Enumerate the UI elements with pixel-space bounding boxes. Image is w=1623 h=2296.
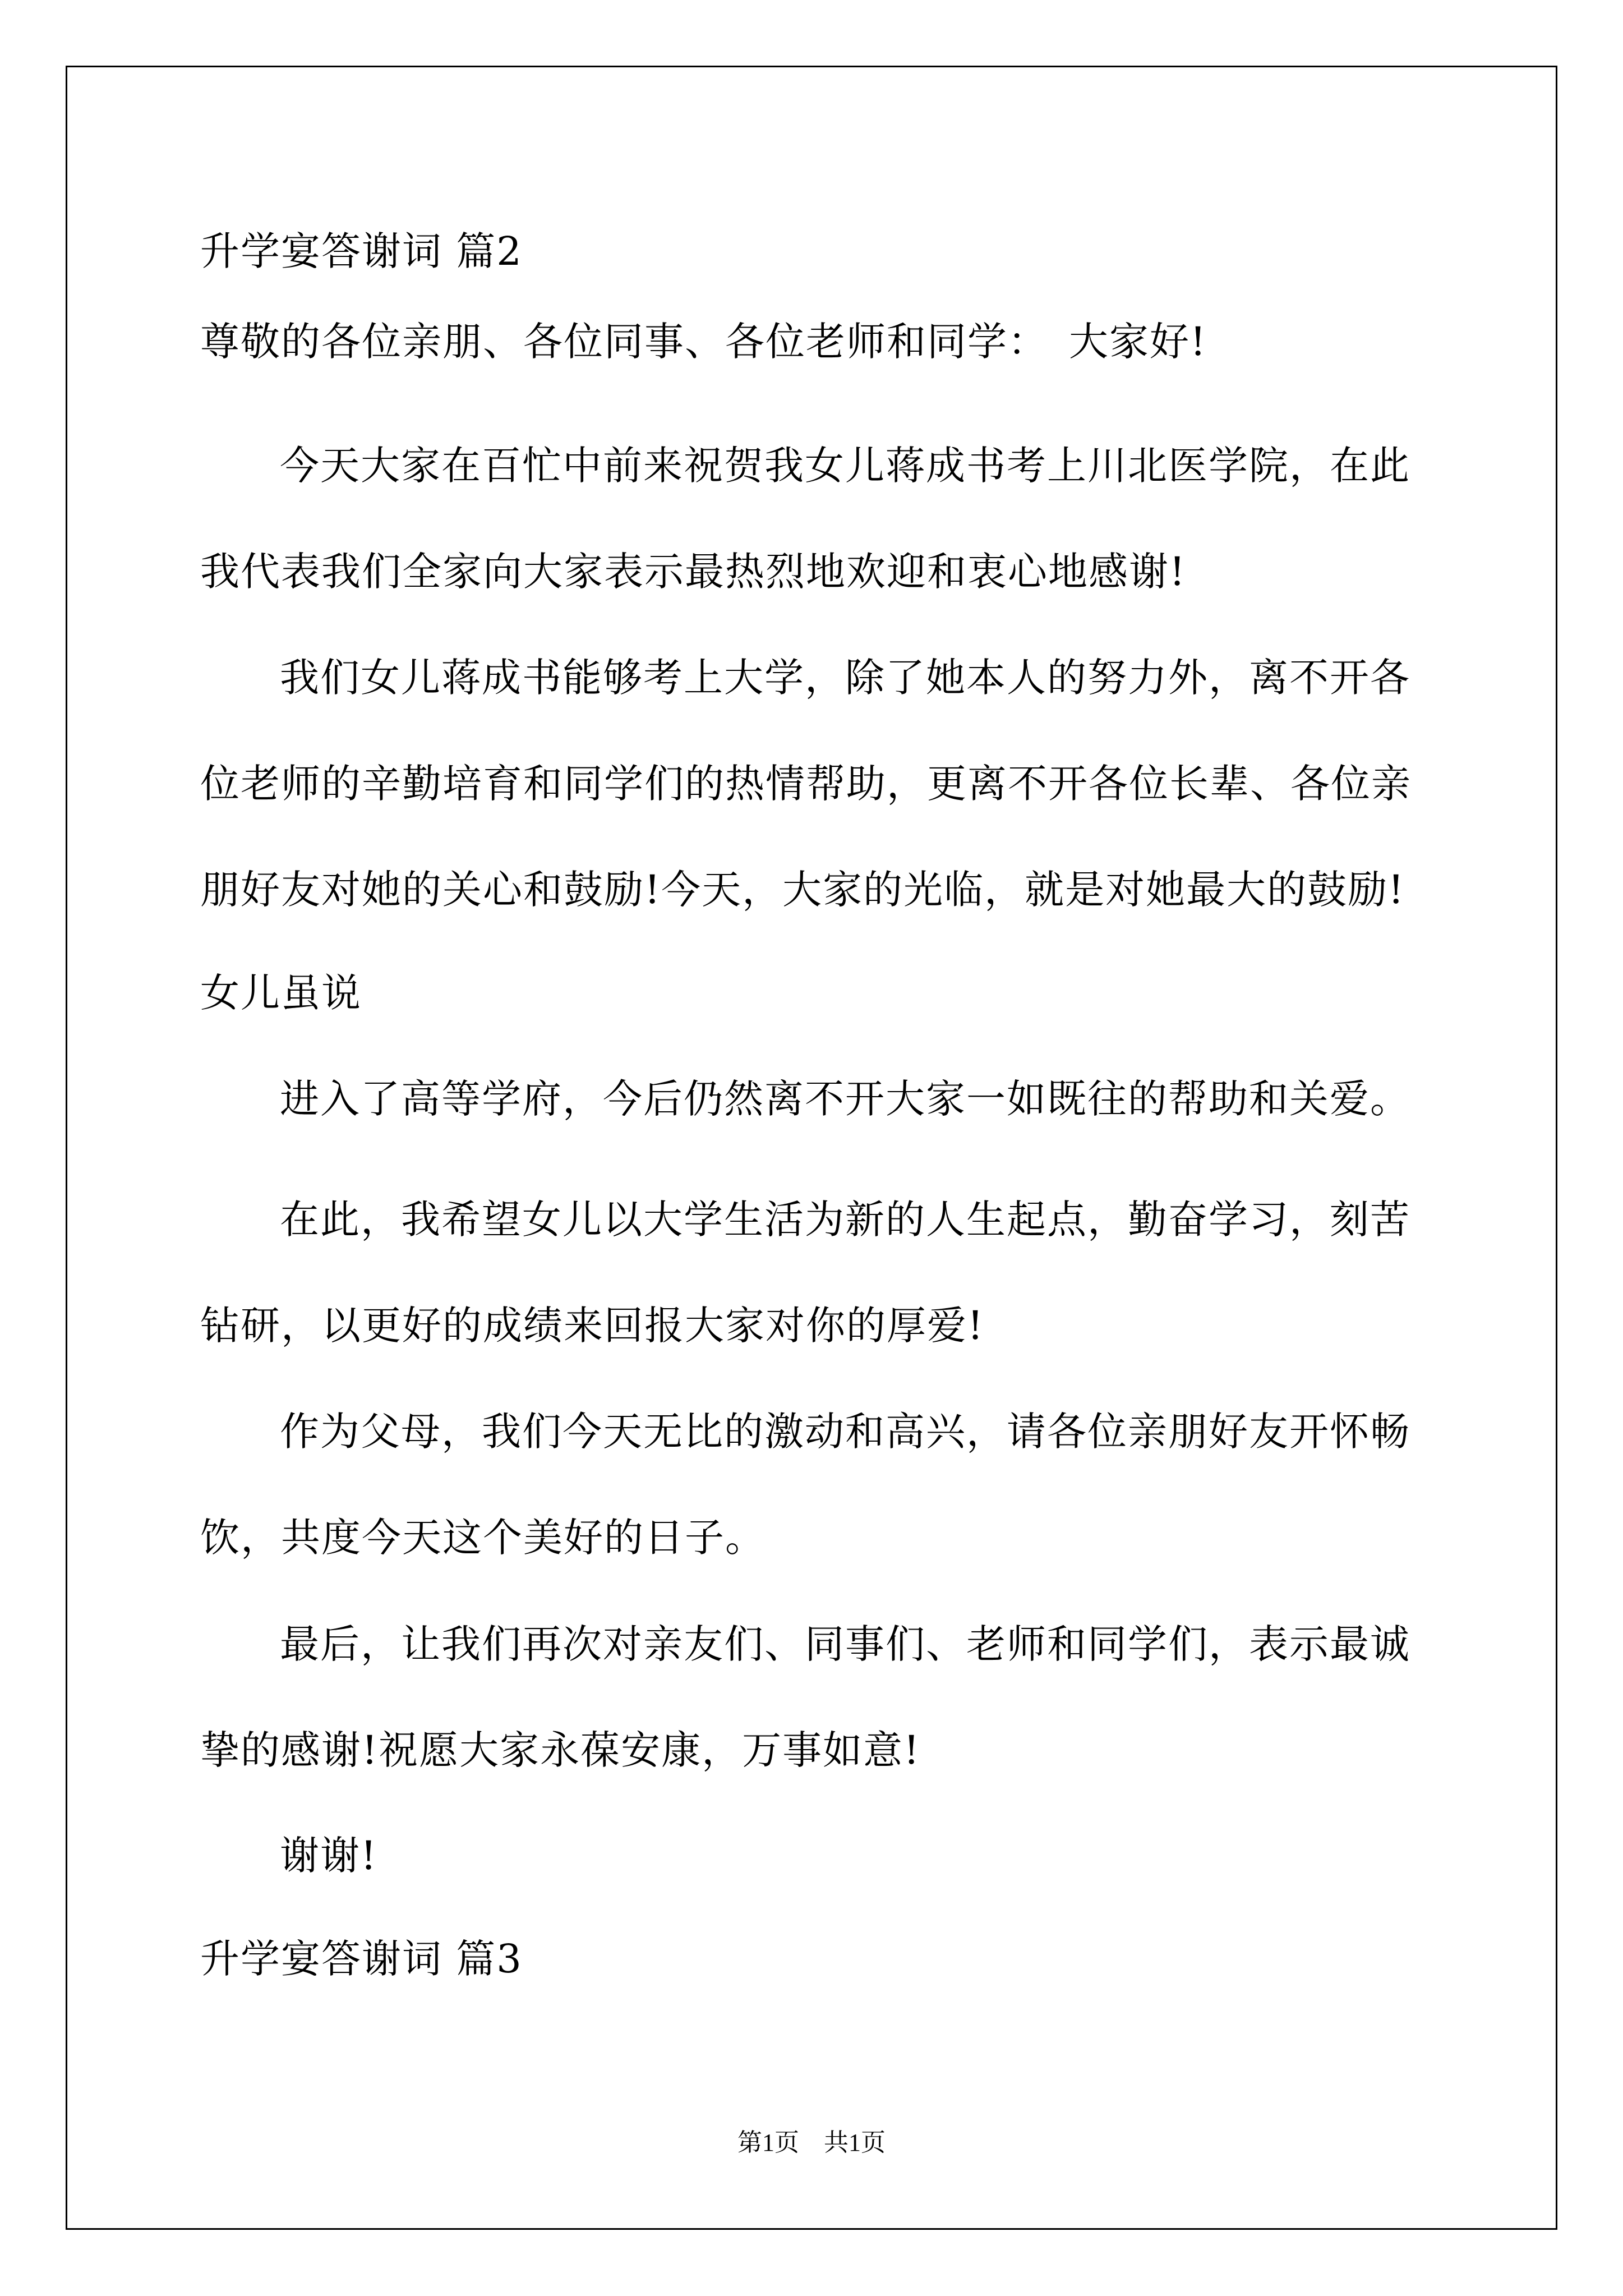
paragraph-line: 进入了高等学府，今后仍然离不开大家一如既往的帮助和关爱。 [280, 1076, 1410, 1122]
paragraph-line: 谢谢! [280, 1833, 378, 1879]
section-heading: 升学宴答谢词 篇2 [200, 228, 523, 274]
paragraph-line: 朋好友对她的关心和鼓励!今天，大家的光临，就是对她最大的鼓励! [200, 867, 1405, 913]
paragraph-line: 我们女儿蒋成书能够考上大学，除了她本人的努力外，离不开各 [280, 655, 1410, 701]
paragraph-line: 在此，我希望女儿以大学生活为新的人生起点，勤奋学习，刻苦 [280, 1197, 1410, 1243]
paragraph-line: 位老师的辛勤培育和同学们的热情帮助，更离不开各位长辈、各位亲 [200, 761, 1412, 807]
salutation: 尊敬的各位亲朋、各位同事、各位老师和同学： 大家好! [200, 319, 1207, 365]
paragraph-line: 挚的感谢!祝愿大家永葆安康，万事如意! [200, 1727, 921, 1773]
page-border [66, 66, 1557, 2230]
paragraph-line: 最后，让我们再次对亲友们、同事们、老师和同学们，表示最诚 [280, 1621, 1410, 1667]
paragraph-line: 钻研，以更好的成绩来回报大家对你的厚爱! [200, 1303, 985, 1349]
paragraph-line: 我代表我们全家向大家表示最热烈地欢迎和衷心地感谢! [200, 549, 1187, 595]
section-heading: 升学宴答谢词 篇3 [200, 1936, 523, 1982]
page-footer: 第1页 共1页 [737, 2129, 886, 2156]
paragraph-line: 作为父母，我们今天无比的激动和高兴，请各位亲朋好友开怀畅 [280, 1409, 1410, 1455]
paragraph-line: 今天大家在百忙中前来祝贺我女儿蒋成书考上川北医学院，在此 [280, 443, 1410, 489]
paragraph-line: 饮，共度今天这个美好的日子。 [200, 1515, 766, 1561]
paragraph-line: 女儿虽说 [200, 970, 362, 1016]
